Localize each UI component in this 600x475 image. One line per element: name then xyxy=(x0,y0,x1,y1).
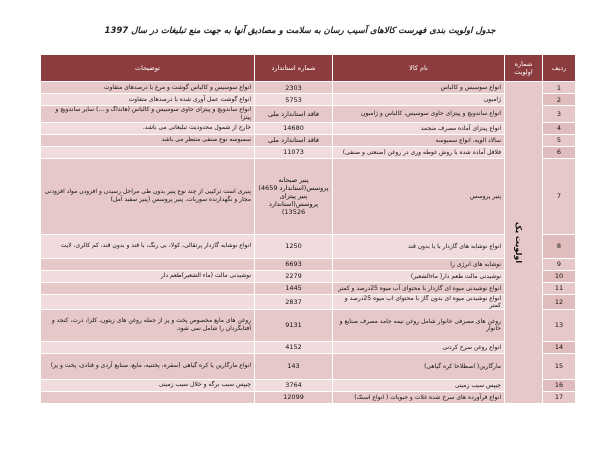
cell-item-name: ژامبون xyxy=(333,94,505,106)
table-row xyxy=(41,270,576,282)
priority-group-cell xyxy=(505,82,543,404)
cell-item-name: انواع روغن سرخ کردنی xyxy=(333,341,505,353)
cell-description xyxy=(41,341,255,353)
header-standard: شماره استاندارد xyxy=(255,55,333,82)
header-description: توضیحات xyxy=(41,55,255,82)
table-row xyxy=(41,341,576,353)
cell-description: پنیری است ترکیبی از چند نوع پنیر بدون طی مراحل رسیدن و افزودن مواد افزودنی مجاز و نگهدارنده سوربات. پنیر پروسس (پنیر سفید آمل) xyxy=(41,158,255,234)
table-row xyxy=(41,94,576,106)
cell-description xyxy=(41,146,255,158)
priority-table xyxy=(40,54,576,404)
table-row xyxy=(41,282,576,294)
cell-radif: 9 xyxy=(543,258,576,270)
table-row xyxy=(41,158,576,234)
cell-item-name: روغن های مصرفی خانوار شامل روغن نیمه جامد مصرف صنایع و خانوار xyxy=(333,309,505,341)
cell-description: انواع مارگارین یا کره گیاهی (سفره، پختنیه، مایع، صنایع آردی و قنادی، پخت و پز) xyxy=(41,353,255,379)
cell-radif: 14 xyxy=(543,341,576,353)
cell-item-name: فلافل آماده شده با روش غوطه وری در روغن (صنعتی و صنفی) xyxy=(333,146,505,158)
header-radif: ردیف xyxy=(543,55,576,82)
cell-standard-number: 2279 xyxy=(255,270,333,282)
cell-standard-number: 5753 xyxy=(255,94,333,106)
cell-radif: 2 xyxy=(543,94,576,106)
cell-item-name: انواع نوشیدنی میوه ای گازدار با محتوای آب میوه 25درصد و کمتر xyxy=(333,282,505,294)
cell-description: انواع سوسیس و کالباس گوشت و مرغ با درصدهای متفاوت xyxy=(41,82,255,94)
table-row xyxy=(41,258,576,270)
cell-standard-number: 14680 xyxy=(255,122,333,134)
cell-radif: 1 xyxy=(543,82,576,94)
cell-radif: 12 xyxy=(543,294,576,309)
table-row xyxy=(41,294,576,309)
table-row xyxy=(41,106,576,123)
cell-item-name: انواع نوشابه های گازدار با یا بدون قند xyxy=(333,234,505,258)
cell-standard-number: 12099 xyxy=(255,391,333,403)
cell-standard-number: پنیر صبحانه پروسس(استاندارد 4659) پنیر پیتزای پروسس(استاندارد 13526) xyxy=(255,158,333,234)
table-row xyxy=(41,309,576,341)
cell-standard-number: فاقد استاندارد ملی xyxy=(255,106,333,123)
cell-item-name: چیپس سیب زمینی xyxy=(333,379,505,391)
cell-description: سمبوسه نوع صنفی منتظر می باشد xyxy=(41,134,255,146)
cell-standard-number: 3764 xyxy=(255,379,333,391)
cell-radif: 3 xyxy=(543,106,576,123)
cell-standard-number: 9131 xyxy=(255,309,333,341)
cell-standard-number: 143 xyxy=(255,353,333,379)
cell-radif: 11 xyxy=(543,282,576,294)
cell-radif: 15 xyxy=(543,353,576,379)
table-row xyxy=(41,134,576,146)
cell-item-name: سالاد الویه، انواع سمبوسه xyxy=(333,134,505,146)
header-item: نام کالا xyxy=(333,55,505,82)
cell-standard-number: 2303 xyxy=(255,82,333,94)
table-row xyxy=(41,122,576,134)
cell-description xyxy=(41,391,255,403)
cell-radif: 13 xyxy=(543,309,576,341)
table-row xyxy=(41,379,576,391)
cell-description: خارج از شمول محدودیت تبلیغاتی می باشد. xyxy=(41,122,255,134)
cell-radif: 7 xyxy=(543,158,576,234)
cell-description: روغن های مایع مخصوص پخت و پز از جمله روغن های زیتون، کلزا، ذرت، کنجد و آفتابگردان را شامل نمی شود. xyxy=(41,309,255,341)
cell-item-name: انواع نوشیدنی میوه ای بدون گاز با محتوای آب میوه 25درصد و کمتر xyxy=(333,294,505,309)
cell-standard-number: 1250 xyxy=(255,234,333,258)
table-row xyxy=(41,82,576,94)
cell-item-name: انواع فرآورده های سرخ شده غلات و حبوبات ( انواع اسنک) xyxy=(333,391,505,403)
cell-radif: 8 xyxy=(543,234,576,258)
cell-item-name: پنیر پروسس xyxy=(333,158,505,234)
cell-item-name: انواع پیتزای آماده مصرف منجمد xyxy=(333,122,505,134)
cell-radif: 10 xyxy=(543,270,576,282)
cell-standard-number: 1445 xyxy=(255,282,333,294)
cell-radif: 6 xyxy=(543,146,576,158)
cell-item-name: مارگارین( اصطلاحا کره گیاهی) xyxy=(333,353,505,379)
cell-description: انواع ساندویچ و پیتزای حاوی سوسیس و کالباس (هاتداگ و ...) سایر ساندویچ و پیتزا xyxy=(41,106,255,123)
cell-description xyxy=(41,258,255,270)
cell-standard-number: فاقد استاندارد ملی xyxy=(255,134,333,146)
table-body xyxy=(41,82,576,404)
cell-standard-number: 6693 xyxy=(255,258,333,270)
table-row xyxy=(41,146,576,158)
cell-item-name: نوشیدنی مالت طعم دار( ماءالشعیر) xyxy=(333,270,505,282)
cell-radif: 16 xyxy=(543,379,576,391)
cell-standard-number: 4152 xyxy=(255,341,333,353)
header-priority: شماره اولویت xyxy=(505,55,543,82)
cell-standard-number: 11073 xyxy=(255,146,333,158)
cell-radif: 5 xyxy=(543,134,576,146)
cell-description: نوشیدنی مالت (ماء الشعیر)طعم دار xyxy=(41,270,255,282)
cell-radif: 4 xyxy=(543,122,576,134)
table-row xyxy=(41,391,576,403)
cell-description xyxy=(41,294,255,309)
priority-group-label: اولویت یک xyxy=(513,221,523,263)
table-row xyxy=(41,353,576,379)
cell-item-name: انواع سوسیس و کالباس xyxy=(333,82,505,94)
cell-radif: 17 xyxy=(543,391,576,403)
cell-standard-number: 2837 xyxy=(255,294,333,309)
cell-item-name: نوشابه های انرژی زا xyxy=(333,258,505,270)
cell-description: انواع نوشابه گازدار پرتقالی، کولا، بی رنگ، با قند و بدون قند، کم کالری، لایت xyxy=(41,234,255,258)
document-title: جدول اولویت بندی فهرست کالاهای آسیب رسان به سلامت و مصادیق آنها به جهت منع تبلیغات در سال 1397 xyxy=(104,26,496,36)
cell-description xyxy=(41,282,255,294)
cell-description: چیپس سیب برگه و خلال سیب زمینی xyxy=(41,379,255,391)
table-header-row xyxy=(41,55,576,82)
cell-description: انواع گوشت عمل آوری شده با درصدهای متفاوت xyxy=(41,94,255,106)
table-row xyxy=(41,234,576,258)
cell-item-name: انواع ساندویچ و پیتزای حاوی سوسیس، کالباس و ژامبون xyxy=(333,106,505,123)
